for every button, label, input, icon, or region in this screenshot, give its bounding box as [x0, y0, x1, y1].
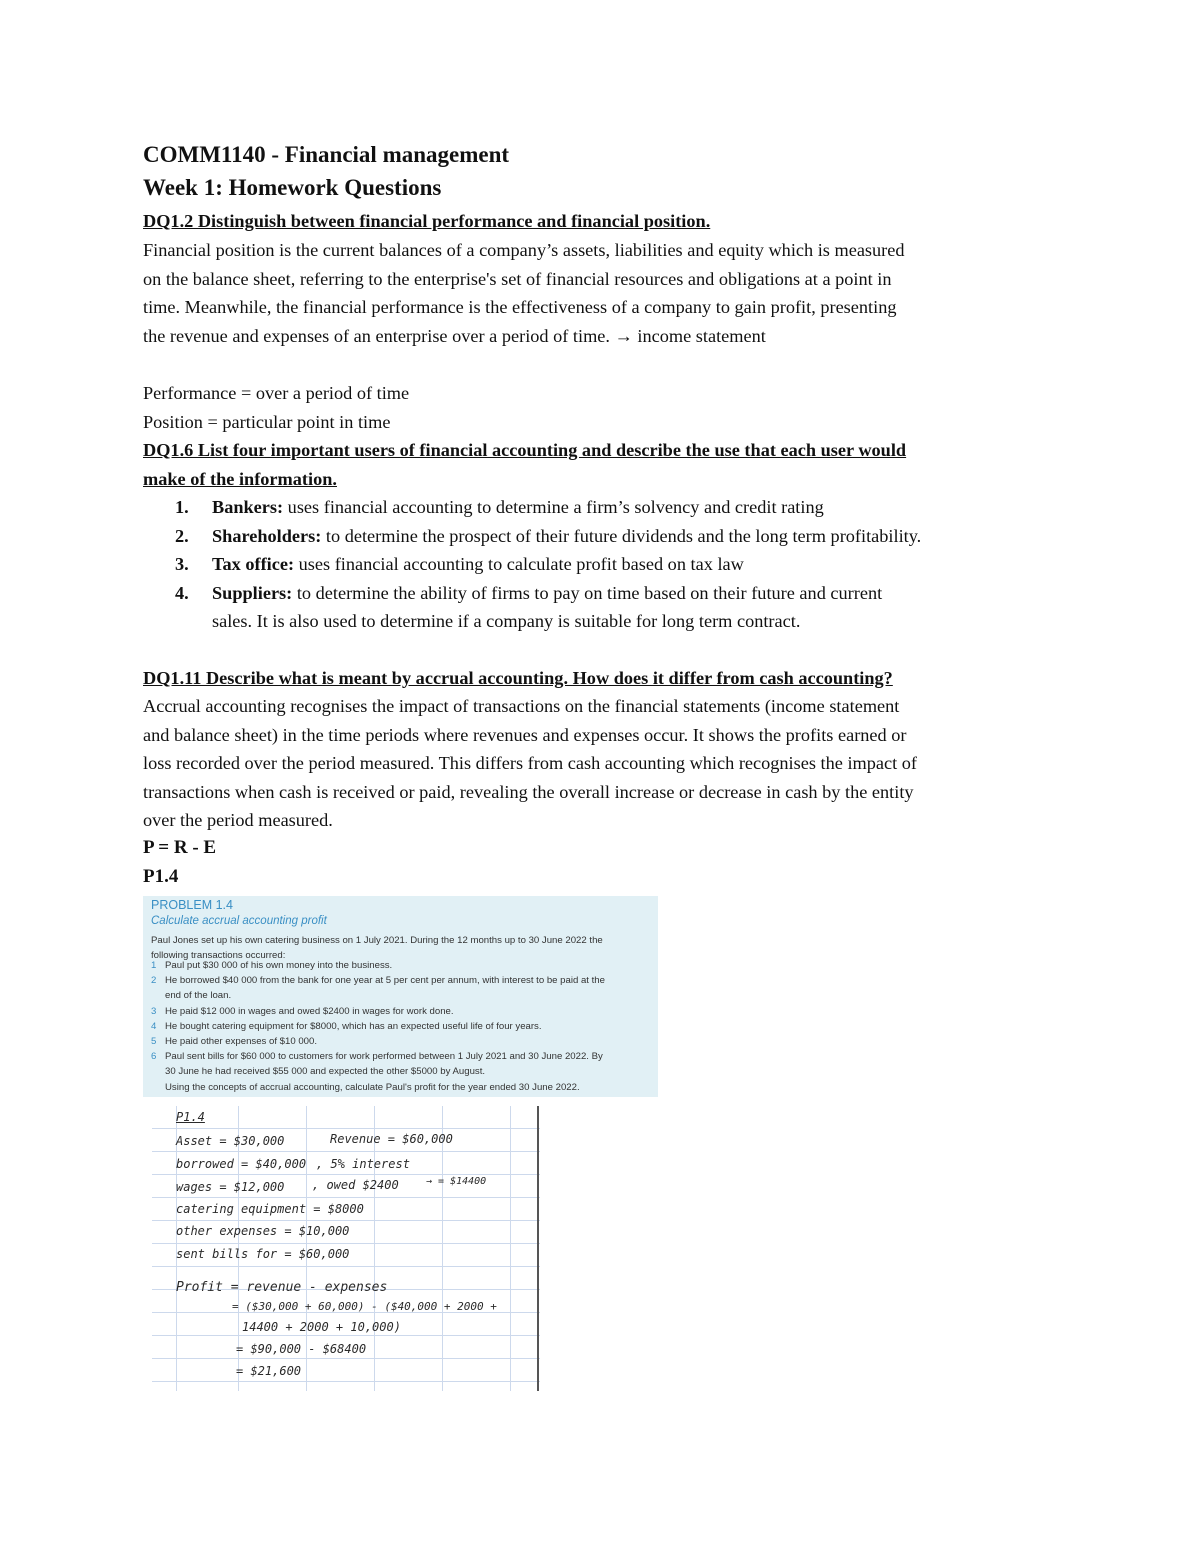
user-description: to determine the prospect of their future dividends and the long term profitability.: [321, 525, 922, 546]
user-description: uses financial accounting to calculate profit based on tax law: [294, 554, 744, 575]
summary-line: Position = particular point in time: [143, 411, 391, 432]
list-item: 1. Bankers: uses financial accounting to determine a firm’s solvency and credit rating: [175, 497, 824, 517]
hw-line: , owed $2400: [312, 1178, 399, 1192]
problem-item: 5 He paid other expenses of $10 000.: [151, 1036, 318, 1048]
problem-intro: Paul Jones set up his own catering business on 1 July 2021. During the 12 months up to 30 June 2022 the following transactions occurred:: [151, 935, 603, 961]
hw-label: P1.4: [176, 1110, 205, 1124]
hw-line: borrowed = $40,000: [176, 1157, 307, 1171]
answer-line: over the period measured.: [143, 810, 333, 831]
question-heading-dq1-2: DQ1.2 Distinguish between financial performance and financial position.: [143, 211, 711, 231]
answer-line: transactions when cash is received or paid, revealing the overall increase or decrease in cash by the entity: [143, 781, 914, 802]
user-description: uses financial accounting to determine a firm’s solvency and credit rating: [283, 497, 824, 517]
answer-dq1-2: [143, 236, 1073, 350]
hw-line: = $90,000 - $68400: [236, 1342, 367, 1356]
hw-line: other expenses = $10,000: [176, 1224, 350, 1238]
problem-item: 1 Paul put $30 000 of his own money into the business.: [151, 960, 393, 971]
answer-line: time. Meanwhile, the financial performance is the effectiveness of a company to gain profit, presenting: [143, 297, 897, 318]
summary-line: Performance = over a period of time: [143, 383, 410, 403]
user-description: sales. It is also used to determine if a company is suitable for long term contract.: [212, 611, 801, 632]
answer-dq1-11: [143, 692, 1073, 835]
course-title: COMM1140 - Financial management: [143, 142, 510, 167]
hw-line: , 5% interest: [316, 1157, 410, 1171]
problem-item: 2 He borrowed $40 000 from the bank for one year at 5 per cent per annum, with interest to be paid at the end of the loan.: [151, 975, 605, 1002]
problem-title: PROBLEM 1.4: [151, 898, 233, 912]
user-term: Bankers:: [212, 497, 284, 517]
heading-line: make of the information.: [143, 468, 337, 489]
hw-line: = $21,600: [236, 1364, 302, 1378]
problem-subtitle: Calculate accrual accounting profit: [151, 915, 327, 927]
hw-line: = ($30,000 + 60,000) - ($40,000 + 2000 +: [232, 1300, 497, 1313]
handwritten-notes-image: [152, 1106, 540, 1391]
answer-line: on the balance sheet, referring to the enterprise's set of financial resources and obligations at a point in: [143, 268, 892, 289]
list-item: 4. Suppliers: to determine the ability of firms to pay on time based on their future and current: [175, 582, 883, 603]
hw-line: Profit = revenue - expenses: [176, 1280, 388, 1295]
problem-items: [151, 958, 656, 1095]
answer-line: Accrual accounting recognises the impact of transactions on the financial statements (income statement: [143, 696, 900, 716]
week-title: Week 1: Homework Questions: [143, 175, 442, 200]
hw-line: sent bills for = $60,000: [176, 1247, 350, 1261]
answer-line: Financial position is the current balances of a company’s assets, liabilities and equity which is measured: [143, 240, 905, 260]
hw-line: wages = $12,000: [176, 1180, 285, 1194]
hw-line: → = $14400: [426, 1176, 487, 1187]
list-item: 2. Shareholders: to determine the prospect of their future dividends and the long term profitability.: [175, 525, 922, 546]
users-list: [143, 493, 921, 636]
list-item-continuation: [143, 607, 921, 636]
hw-line: Revenue = $60,000: [330, 1132, 453, 1146]
user-term: Shareholders:: [212, 525, 322, 546]
profit-formula: P = R - E: [143, 837, 217, 858]
answer-line: loss recorded over the period measured. This differs from cash accounting which recognises the impact of: [143, 753, 917, 774]
answer-line: and balance sheet) in the time periods where revenues and expenses occur. It shows the profits earned or: [143, 724, 907, 745]
problem-label: P1.4: [143, 866, 179, 887]
problem-item: 4 He bought catering equipment for $8000, which has an expected useful life of four years.: [151, 1020, 542, 1032]
hw-line: 14400 + 2000 + 10,000): [242, 1320, 401, 1334]
answer-line: the revenue and expenses of an enterprise over a period of time. → income statement: [143, 325, 766, 346]
problem-item: 3 He paid $12 000 in wages and owed $2400 in wages for work done.: [151, 1005, 454, 1017]
hw-line: Asset = $30,000: [176, 1134, 285, 1148]
problem-excerpt-image: [143, 896, 658, 1097]
summary-dq1-2: [143, 379, 1073, 436]
problem-item: 6 Paul sent bills for $60 000 to customers for work performed between 1 July 2021 and 30 June 2022. By 30 June he had received $55 000 and expected the other $5000 by August. Using the concepts of accrual accounting, calculate Paul's profit for the year ended 30 June 2022.: [151, 1051, 603, 1093]
user-description: to determine the ability of firms to pay on time based on their future and current: [292, 582, 883, 603]
heading-line: DQ1.6 List four important users of financial accounting and describe the use that each user would: [143, 440, 907, 460]
list-item: 3. Tax office: uses financial accounting to calculate profit based on tax law: [175, 554, 744, 575]
user-term: Suppliers:: [212, 582, 293, 603]
question-heading-dq1-11: DQ1.11 Describe what is meant by accrual accounting. How does it differ from cash accounting?: [143, 668, 893, 688]
hw-line: catering equipment = $8000: [176, 1202, 364, 1216]
question-heading-dq1-6: [143, 436, 906, 493]
user-term: Tax office:: [212, 554, 295, 575]
